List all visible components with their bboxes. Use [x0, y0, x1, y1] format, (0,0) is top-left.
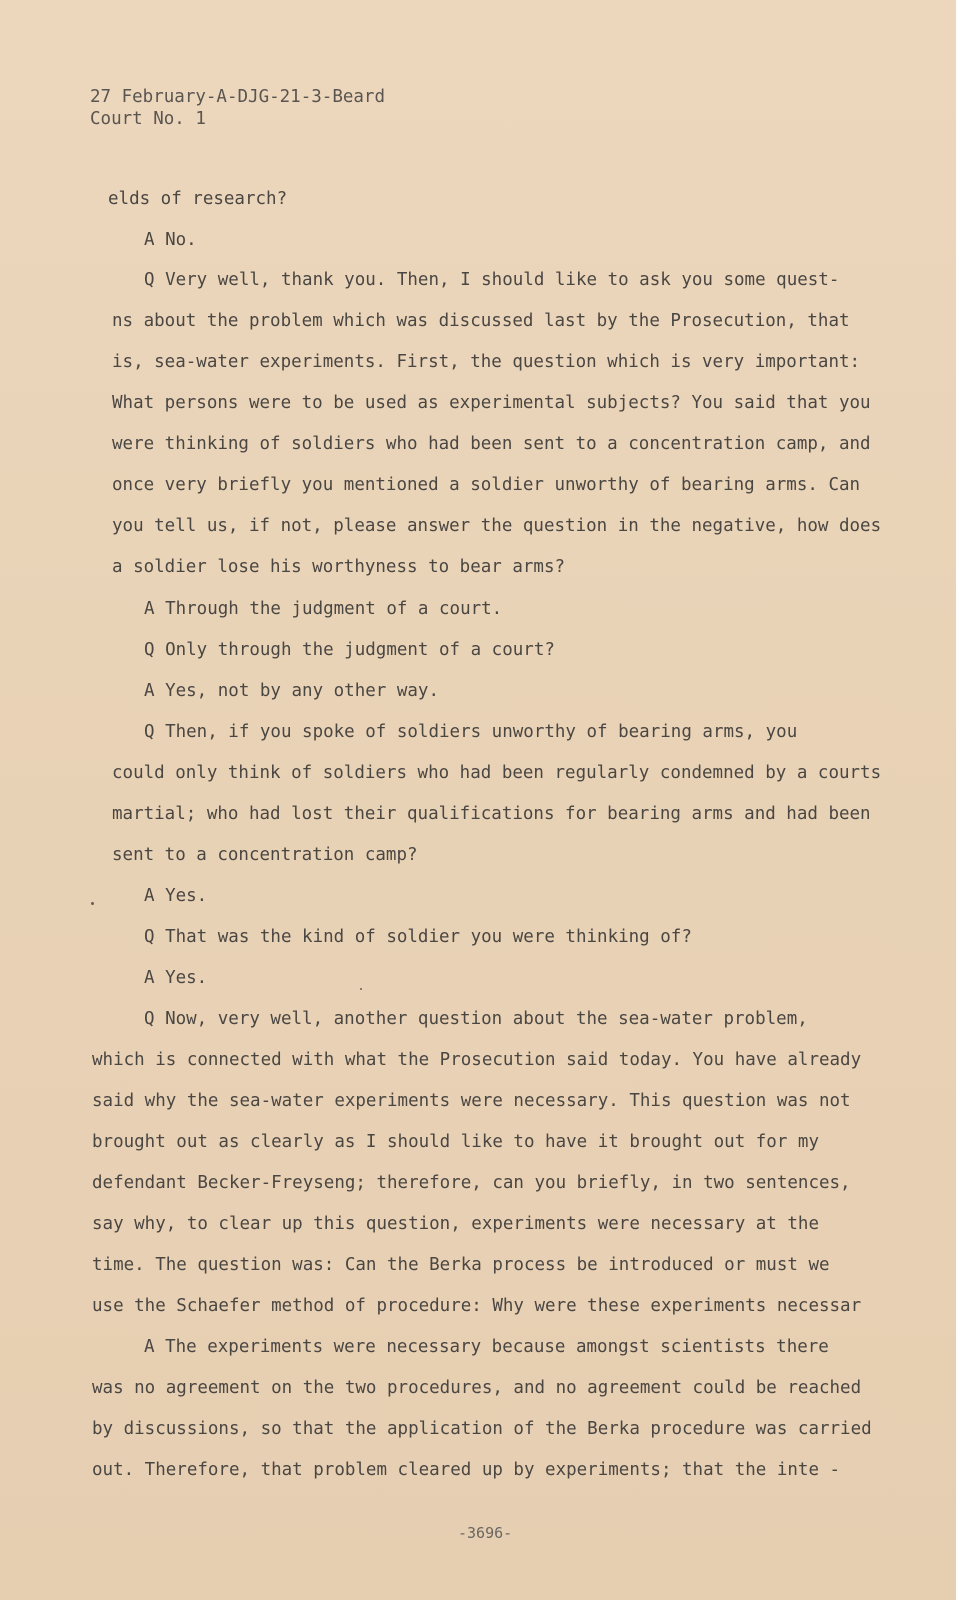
- page-number: -3696-: [458, 1524, 513, 1542]
- transcript-line: A Yes.: [144, 968, 208, 988]
- transcript-line: sent to a concentration camp?: [112, 845, 418, 865]
- transcript-line: defendant Becker-Freyseng; therefore, can you briefly, in two sentences,: [92, 1173, 851, 1193]
- transcript-line: use the Schaefer method of procedure: Why were these experiments necessar: [92, 1296, 862, 1316]
- transcript-line: was no agreement on the two procedures, and no agreement could be reached: [92, 1378, 862, 1398]
- transcript-line: ns about the problem which was discussed last by the Prosecution, that: [112, 311, 850, 331]
- transcript-line: said why the sea-water experiments were necessary. This question was not: [92, 1091, 851, 1111]
- header-date-line: 27 February-A-DJG-21-3-Beard: [90, 87, 386, 107]
- transcript-line: martial; who had lost their qualifications for bearing arms and had been: [112, 804, 871, 824]
- transcript-line: were thinking of soldiers who had been sent to a concentration camp, and: [112, 434, 871, 454]
- transcript-line: A Through the judgment of a court.: [144, 599, 503, 619]
- transcript-line: by discussions, so that the application of the Berka procedure was carried: [92, 1419, 872, 1439]
- transcript-line: Q Only through the judgment of a court?: [144, 640, 555, 660]
- document-header: [90, 86, 385, 130]
- transcript-line: A Yes.: [144, 886, 208, 906]
- transcript-line: Q That was the kind of soldier you were thinking of?: [144, 927, 692, 947]
- transcript-line: which is connected with what the Prosecution said today. You have already: [92, 1050, 862, 1070]
- transcript-line: brought out as clearly as I should like to have it brought out for my: [92, 1132, 819, 1152]
- paper-speck: [360, 988, 362, 990]
- transcript-line: Q Then, if you spoke of soldiers unworthy of bearing arms, you: [144, 722, 798, 742]
- transcript-line: A No.: [144, 230, 197, 250]
- transcript-line: out. Therefore, that problem cleared up by experiments; that the inte -: [92, 1460, 841, 1480]
- transcript-line: could only think of soldiers who had been regularly condemned by a courts: [112, 763, 882, 783]
- transcript-line: you tell us, if not, please answer the question in the negative, how does: [112, 516, 882, 536]
- transcript-line: What persons were to be used as experimental subjects? You said that you: [112, 393, 871, 413]
- transcript-line: Q Very well, thank you. Then, I should like to ask you some quest-: [144, 270, 840, 290]
- transcript-line: a soldier lose his worthyness to bear arms?: [112, 557, 566, 577]
- transcript-line: say why, to clear up this question, experiments were necessary at the: [92, 1214, 819, 1234]
- header-court-line: Court No. 1: [90, 109, 206, 129]
- paper-speck: [91, 902, 94, 905]
- transcript-line: A Yes, not by any other way.: [144, 681, 440, 701]
- transcript-line: Q Now, very well, another question about the sea-water problem,: [144, 1009, 808, 1029]
- transcript-line: time. The question was: Can the Berka process be introduced or must we: [92, 1255, 830, 1275]
- transcript-line: once very briefly you mentioned a soldier unworthy of bearing arms. Can: [112, 475, 861, 495]
- transcript-line: is, sea-water experiments. First, the question which is very important:: [112, 352, 861, 372]
- transcript-line: elds of research?: [108, 189, 288, 209]
- transcript-line: A The experiments were necessary because amongst scientists there: [144, 1337, 829, 1357]
